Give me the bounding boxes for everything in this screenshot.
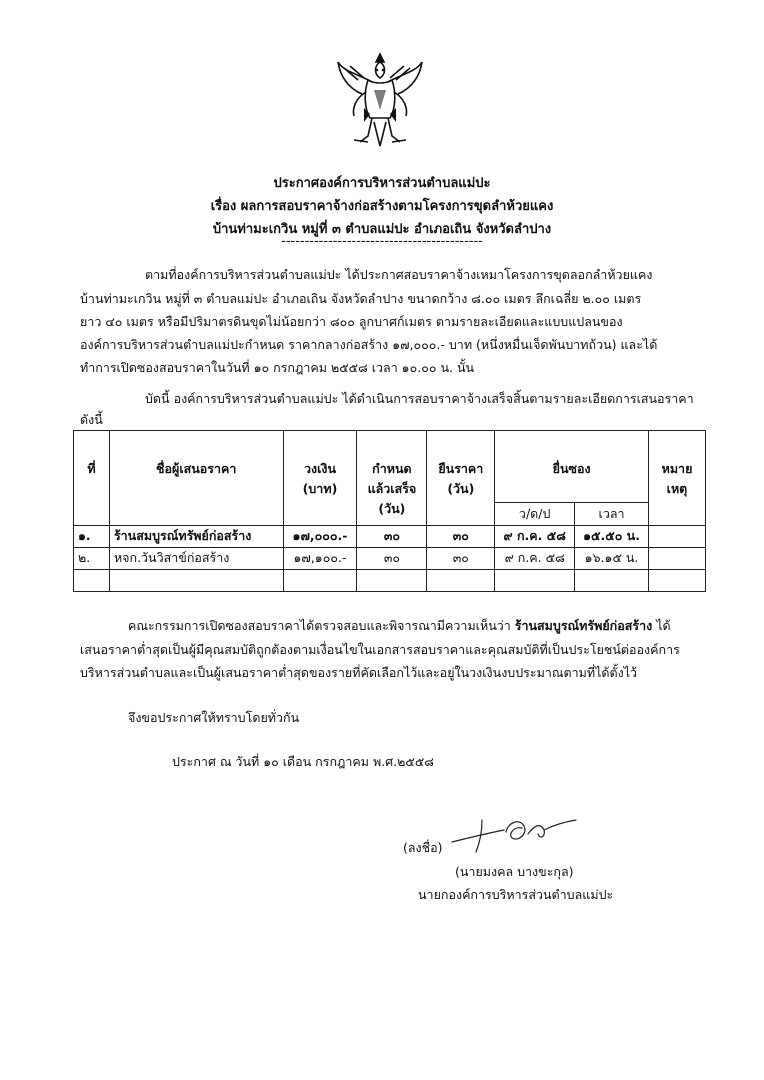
table-row	[74, 570, 706, 592]
bids-table	[73, 430, 706, 592]
signer-name: (นายมงคล บางขะกุล)	[455, 864, 574, 879]
table-row: ๑. ร้านสมบูรณ์ทรัพย์ก่อสร้าง ๑๗,๐๐๐.- ๓๐ ๓๐ ๙ ก.ค. ๕๘ ๑๕.๕๐ น.	[74, 526, 706, 548]
winner-name: ร้านสมบูรณ์ทรัพย์ก่อสร้าง	[514, 618, 653, 633]
para2-line-2: ดังนี้	[80, 412, 103, 427]
header-date: ว/ด/ป	[495, 503, 575, 526]
announce-date: ประกาศ ณ วันที่ ๑๐ เดือน กรกฎาคม พ.ศ.๒๕๕๘	[172, 754, 434, 769]
result-line-3: บริหารส่วนตำบลและเป็นผู้เสนอราคาต่ำสุดของรายที่คัดเลือกไว้และอยู่ในวงเงินงบประมาณตามที่ได้ตั้งไว้	[80, 665, 638, 680]
announcement-title: ประกาศองค์การบริหารส่วนตำบลแม่ปะ	[273, 176, 491, 191]
announcement-subject: เรื่อง ผลการสอบราคาจ้างก่อสร้างตามโครงการขุดลำห้วยแคง	[210, 199, 554, 214]
para1-line-3: ยาว ๔๐ เมตร หรือมีปริมาตรดินขุดไม่น้อยกว่า ๘๐๐ ลูกบาศก์เมตร ตามรายละเอียดและแบบแปลนของ	[80, 314, 623, 329]
header-deadline: กำหนด แล้วเสร็จ (วัน)	[357, 431, 427, 526]
result-line-2: เสนอราคาต่ำสุดเป็นผู้มีคุณสมบัติถูกต้องตามเงื่อนไขในเอกสารสอบราคาและคุณสมบัติที่เป็นประโยชน์ต่อองค์การ	[80, 642, 680, 657]
header-amount: วงเงิน (บาท)	[283, 431, 357, 526]
announcement-location: บ้านท่ามะเกวิน หมู่ที่ ๓ ตำบลแม่ปะ อำเภอเถิน จังหวัดลำปาง	[212, 222, 552, 237]
para1-line-1: ตามที่องค์การบริหารส่วนตำบลแม่ปะ ได้ประกาศสอบราคาจ้างเหมาโครงการขุดลอกลำห้วยแคง	[145, 267, 653, 282]
signature-image	[448, 812, 580, 856]
header-submission: ยื่นซอง	[495, 431, 649, 503]
para1-line-2: บ้านท่ามะเกวิน หมู่ที่ ๓ ตำบลแม่ปะ อำเภอเถิน จังหวัดลำปาง ขนาดกว้าง ๘.๐๐ เมตร ลึกเฉลี่ย ๒.๐๐ เมตร	[80, 291, 642, 306]
header-time: เวลา	[575, 503, 649, 526]
result-line-1: คณะกรรมการเปิดซองสอบราคาได้ตรวจสอบและพิจารณามีความเห็นว่า ร้านสมบูรณ์ทรัพย์ก่อสร้าง ได้	[128, 618, 671, 633]
signature-label: (ลงชื่อ)	[403, 840, 443, 855]
para1-line-5: ทำการเปิดซองสอบราคาในวันที่ ๑๐ กรกฎาคม ๒๕๕๘ เวลา ๑๐.๐๐ น. นั้น	[80, 360, 475, 375]
para2-line-1: บัดนี้ องค์การบริหารส่วนตำบลแม่ปะ ได้ดำเนินการสอบราคาจ้างเสร็จสิ้นตามรายละเอียดการเสนอราคา	[145, 391, 694, 406]
garuda-emblem-icon	[334, 52, 426, 148]
signer-position: นายกองค์การบริหารส่วนตำบลแม่ปะ	[418, 887, 614, 902]
header-no: ที่	[74, 431, 110, 526]
closing-text: จึงขอประกาศให้ทราบโดยทั่วกัน	[128, 710, 300, 725]
table-row: ๒. หจก.วันวิสาข์ก่อสร้าง ๑๗,๑๐๐.- ๓๐ ๓๐ ๙ ก.ค. ๕๘ ๑๖.๑๕ น.	[74, 548, 706, 570]
header-remark: หมาย เหตุ	[649, 431, 706, 526]
header-separator: -------------------------------------------	[281, 234, 483, 249]
header-validity: ยืนราคา (วัน)	[427, 431, 495, 526]
header-bidder: ชื่อผู้เสนอราคา	[109, 431, 283, 526]
para1-line-4: องค์การบริหารส่วนตำบลแม่ปะกำหนด ราคากลางก่อสร้าง ๑๗,๐๐๐.- บาท (หนึ่งหมื่นเจ็ดพันบาทถ้วน) และได้	[80, 337, 658, 352]
